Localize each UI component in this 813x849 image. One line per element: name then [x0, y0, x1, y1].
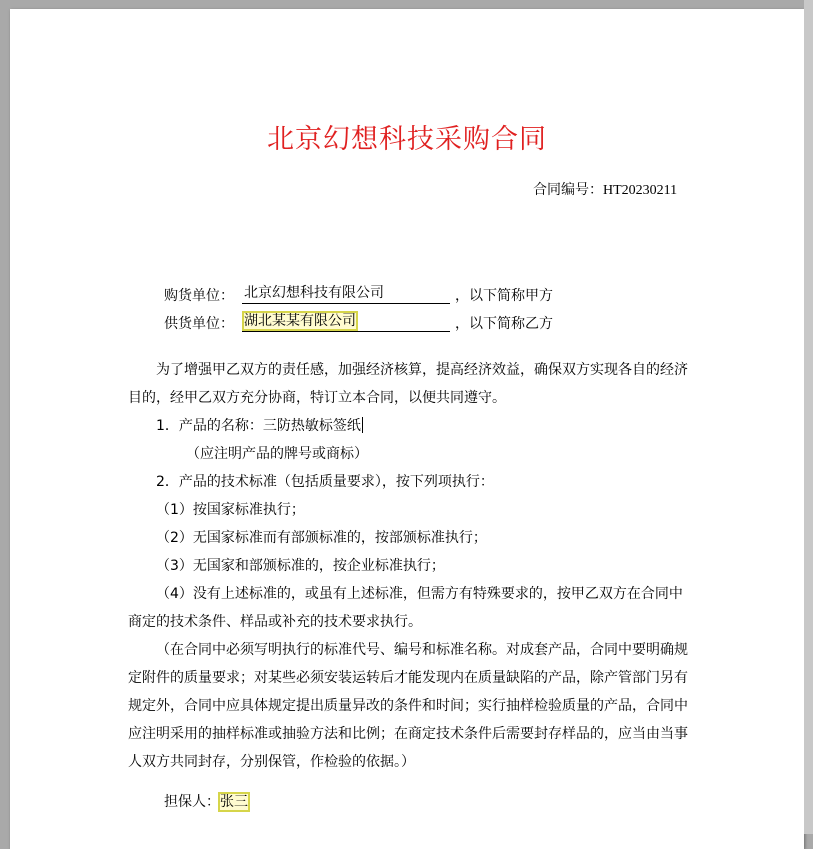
- note-line-5: 人双方共同封存，分别保管，作检验的依据。）: [128, 754, 415, 770]
- note-line-2: 定附件的质量要求；对某些必须安装运转后才能发现内在质量缺陷的产品，除产管部门另有: [128, 670, 688, 686]
- supplier-field[interactable]: [242, 312, 450, 332]
- guarantor-field[interactable]: 张三: [220, 794, 248, 810]
- contract-number-label: 合同编号：: [533, 182, 603, 198]
- supplier-label: 供货单位：: [164, 316, 234, 332]
- contract-number-value[interactable]: HT20230211: [603, 183, 678, 198]
- buyer-suffix: ，以下简称甲方: [455, 288, 553, 304]
- note-line-3: 规定外，合同中应具体规定提出质量异改的条件和时间；实行抽样检验质量的产品，合同中: [128, 698, 688, 714]
- item-2-3: （3）无国家和部颁标准的，按企业标准执行；: [156, 558, 445, 574]
- guarantor-label: 担保人：: [164, 794, 220, 810]
- note-line-1: （在合同中必须写明执行的标准代号、编号和标准名称。对成套产品，合同中要明确规: [156, 642, 688, 658]
- intro-line-2: 目的，经甲乙双方充分协商，特订立本合同，以便共同遵守。: [128, 390, 506, 406]
- supplier-suffix: ，以下简称乙方: [455, 316, 553, 332]
- document-title: 北京幻想科技采购合同: [267, 124, 547, 155]
- item-2-1: （1）按国家标准执行；: [156, 502, 305, 518]
- item-1: [156, 412, 363, 440]
- item-2-4-line-1: （4）没有上述标准的，或虽有上述标准，但需方有特殊要求的，按甲乙双方在合同中: [156, 586, 683, 602]
- vertical-scrollbar[interactable]: [804, 0, 813, 834]
- item-2: 2．产品的技术标准（包括质量要求），按下列项执行：: [156, 474, 494, 490]
- buyer-field[interactable]: 北京幻想科技有限公司: [242, 284, 450, 304]
- supplier-value-highlight[interactable]: 湖北某某有限公司: [244, 313, 356, 329]
- note-line-4: 应注明采用的抽样标准或抽验方法和比例；在商定技术条件后需要封存样品的，应当由当事: [128, 726, 688, 742]
- item-1-text[interactable]: 1．产品的名称：三防热敏标签纸: [156, 418, 361, 434]
- contract-number: [533, 179, 677, 199]
- item-1-note: （应注明产品的牌号或商标）: [186, 446, 368, 462]
- text-cursor: [362, 417, 363, 433]
- item-2-2: （2）无国家标准而有部颁标准的，按部颁标准执行；: [156, 530, 487, 546]
- item-2-4-line-2: 商定的技术条件、样品或补充的技术要求执行。: [128, 614, 422, 630]
- buyer-label: 购货单位：: [164, 288, 234, 304]
- document-page: [10, 9, 804, 849]
- buyer-row: [10, 285, 804, 307]
- intro-line-1: 为了增强甲乙双方的责任感，加强经济核算，提高经济效益，确保双方实现各自的经济: [156, 362, 688, 378]
- guarantor-row: [164, 788, 248, 816]
- supplier-row: [10, 313, 804, 335]
